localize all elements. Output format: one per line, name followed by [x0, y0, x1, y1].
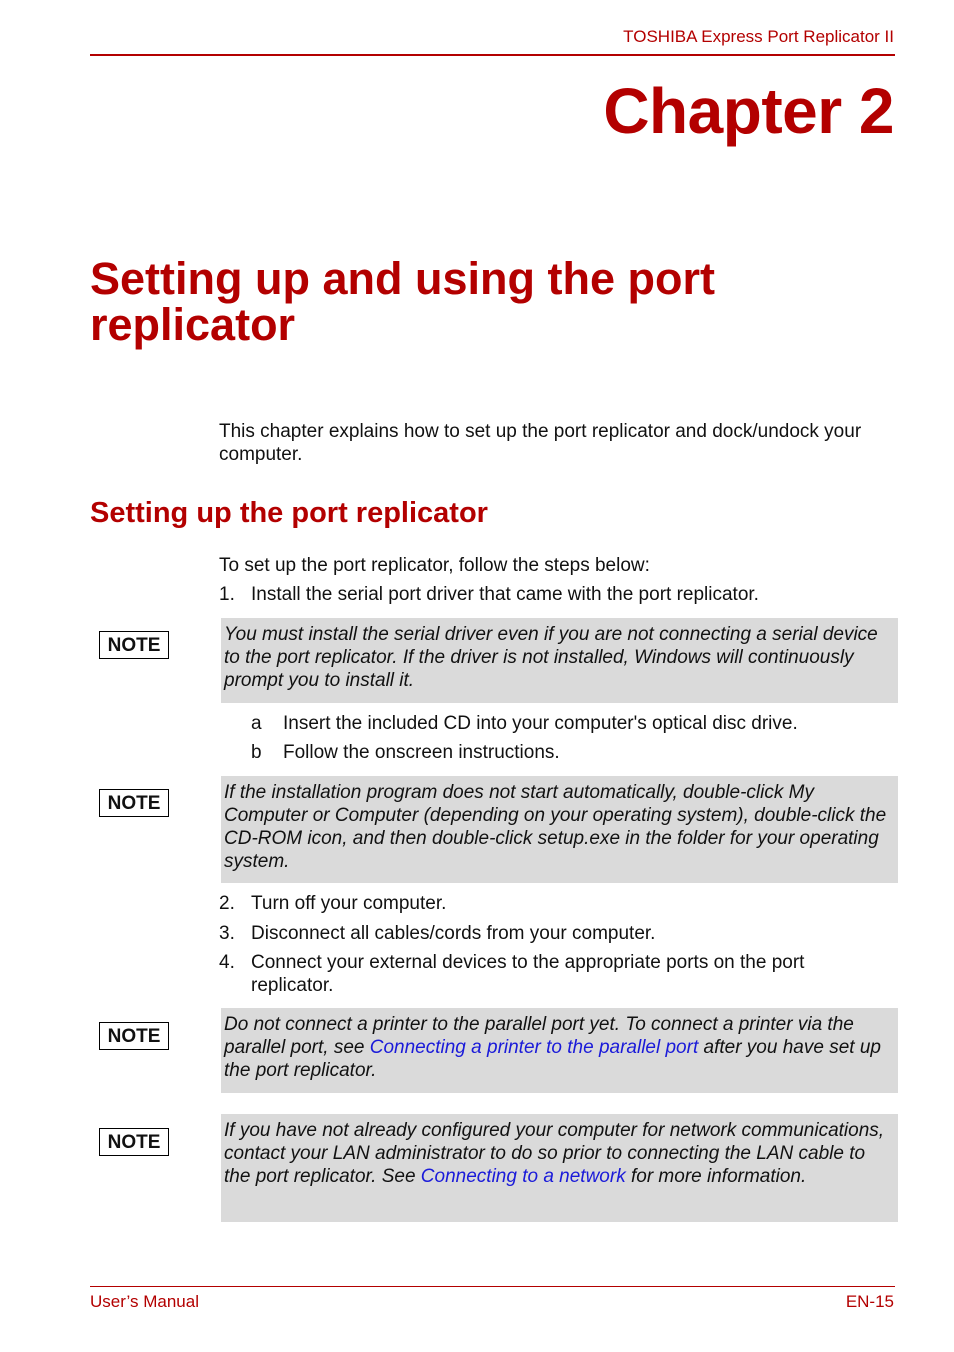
chapter-label: Chapter 2	[603, 75, 894, 147]
substep-label: a	[251, 713, 262, 734]
intro-paragraph: This chapter explains how to set up the port replicator and dock/undock your computer.	[219, 421, 862, 465]
note-badge: NOTE	[99, 1022, 169, 1050]
substep-label: b	[251, 742, 262, 763]
substep-text: Insert the included CD into your computer's optical disc drive.	[283, 713, 798, 734]
note-box	[221, 1114, 898, 1222]
footer-rule	[90, 1286, 895, 1287]
step-number: 4.	[219, 952, 235, 973]
note-box	[221, 1008, 898, 1093]
note-text: If you have not already configured your computer for network communications, contact your LAN administrator to do so prior to connecting the LAN cable to the port replicator. See	[224, 1120, 885, 1187]
note-box: If the installation program does not start automatically, double-click My Computer or Computer (depending on your operating system), double-click the CD-ROM icon, and then double-click setup.exe in the folder for your operating system.	[221, 776, 898, 883]
note-text: for more information.	[625, 1166, 807, 1187]
step-number: 3.	[219, 923, 235, 944]
section-heading: Setting up the port replicator	[90, 497, 488, 529]
step-text: Turn off your computer.	[251, 893, 447, 914]
header-rule	[90, 54, 895, 56]
note-box: You must install the serial driver even if you are not connecting a serial device to the port replicator. If the driver is not installed, Windows will continuously prompt you to install it.	[221, 618, 898, 703]
step-number: 2.	[219, 893, 235, 914]
note-badge: NOTE	[99, 1128, 169, 1156]
step-text: Disconnect all cables/cords from your computer.	[251, 923, 656, 944]
running-header: TOSHIBA Express Port Replicator II	[623, 27, 894, 46]
note-text: Do not connect a printer to the parallel port yet. To connect a printer via the parallel port, see	[224, 1014, 854, 1058]
cross-reference-link[interactable]: Connecting a printer to the parallel port	[369, 1037, 699, 1058]
page-number: EN-15	[845, 1292, 894, 1311]
step-text: Connect your external devices to the appropriate ports on the port replicator.	[251, 952, 805, 996]
substep-text: Follow the onscreen instructions.	[283, 742, 560, 763]
footer-manual-label: User’s Manual	[90, 1292, 199, 1311]
note-badge: NOTE	[99, 789, 169, 817]
step-number: 1.	[219, 584, 235, 605]
section-lead: To set up the port replicator, follow the steps below:	[219, 555, 650, 576]
note-badge: NOTE	[99, 631, 169, 659]
cross-reference-link[interactable]: Connecting to a network	[420, 1166, 626, 1187]
page-title: Setting up and using the port replicator	[90, 253, 715, 350]
step-text: Install the serial port driver that came with the port replicator.	[251, 584, 759, 605]
note-text: after you have set up the port replicator.	[224, 1037, 881, 1081]
